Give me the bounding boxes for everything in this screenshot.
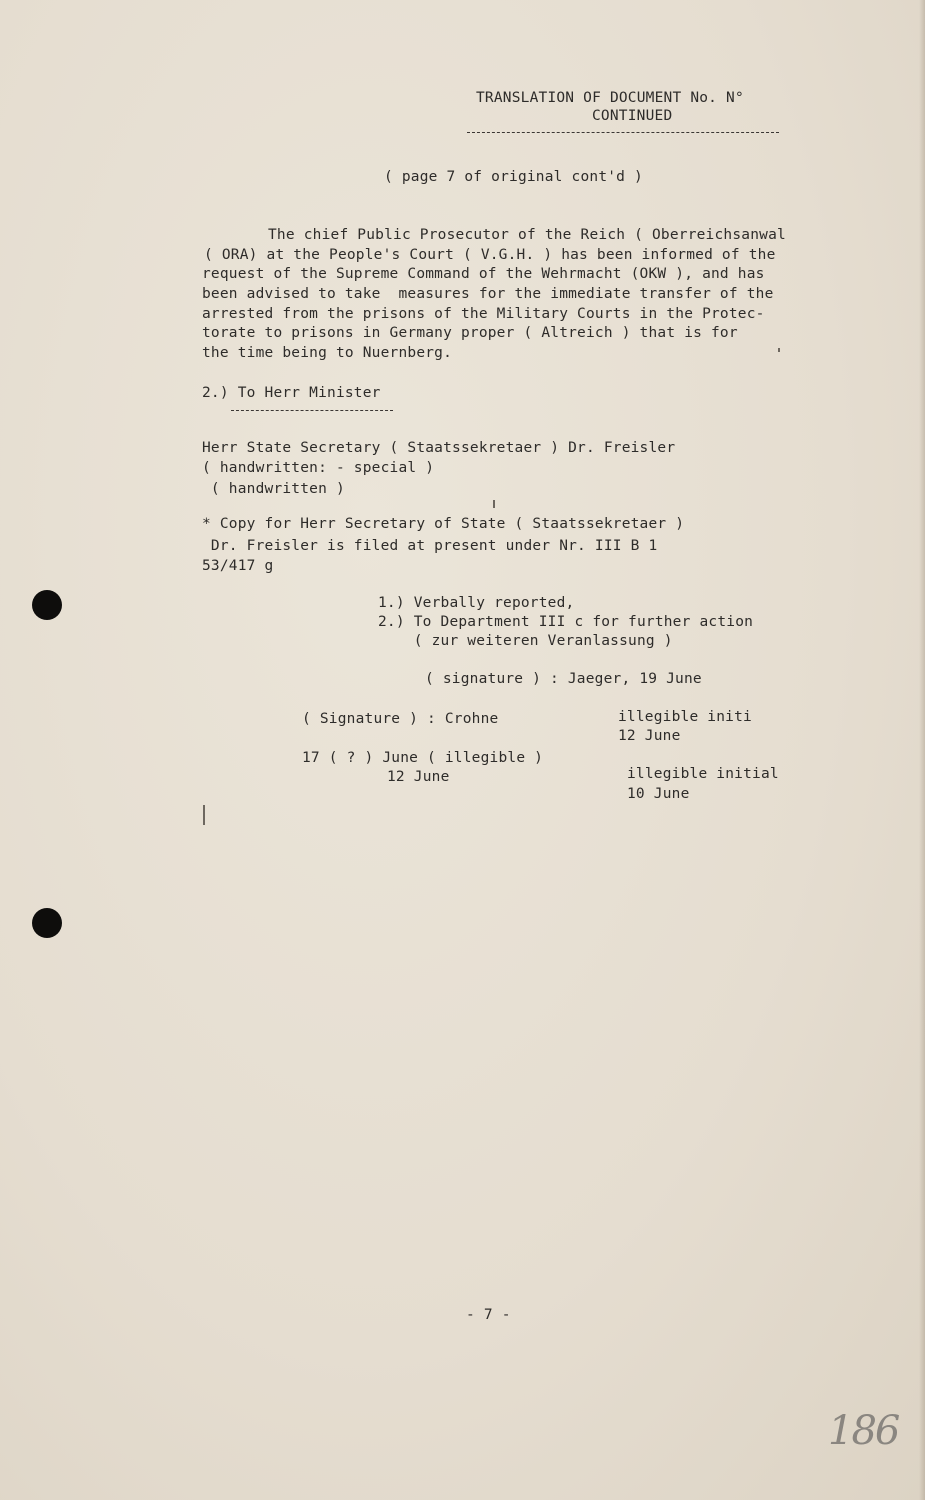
item-2-heading: 2.) To Herr Minister <box>202 385 381 401</box>
copy-note-line-1: * Copy for Herr Secretary of State ( Staatssekretaer ) <box>202 516 685 532</box>
handwritten-number: 186 <box>828 1408 899 1454</box>
signature-jaeger: ( signature ) : Jaeger, 19 June <box>425 671 702 687</box>
copy-note-line-2: Dr. Freisler is filed at present under Nr. III B 1 <box>202 538 658 554</box>
paragraph-line-2: ( ORA) at the People's Court ( V.G.H. ) has been informed of the <box>204 247 776 263</box>
initial-2-line-2: 10 June <box>627 786 690 802</box>
copy-note-line-3: 53/417 g <box>202 558 274 574</box>
paragraph-line-3: request of the Supreme Command of the Wehrmacht (OKW ), and has <box>202 266 765 282</box>
paragraph-line-1: The chief Public Prosecutor of the Reich ( Oberreichsanwal <box>268 227 786 243</box>
initial-1-line-1: illegible initi <box>618 709 752 725</box>
paragraph-line-5: arrested from the prisons of the Military Courts in the Protec- <box>202 306 765 322</box>
secretary-line-2: ( handwritten: - special ) <box>202 460 435 476</box>
action-line-1: 1.) Verbally reported, <box>378 595 575 611</box>
action-line-3: ( zur weiteren Veranlassung ) <box>378 633 673 649</box>
signature-crohne: ( Signature ) : Crohne <box>302 711 499 727</box>
paper-mark <box>778 348 780 352</box>
action-line-2: 2.) To Department III c for further action <box>378 614 754 630</box>
secretary-line-1: Herr State Secretary ( Staatssekretaer ) Dr. Freisler <box>202 440 676 456</box>
date-left-line-2: 12 June <box>387 769 450 785</box>
document-subtitle: CONTINUED <box>592 108 673 124</box>
paper-mark <box>493 500 495 508</box>
paragraph-line-4: been advised to take measures for the immediate transfer of the <box>202 286 774 302</box>
punch-hole-top <box>32 590 62 620</box>
initial-1-line-2: 12 June <box>618 728 681 744</box>
paper-mark <box>203 805 205 825</box>
document-title: TRANSLATION OF DOCUMENT No. N° <box>476 90 744 106</box>
page-note: ( page 7 of original cont'd ) <box>384 169 643 185</box>
page-edge-shadow <box>919 0 925 1500</box>
page-number: - 7 - <box>466 1307 511 1323</box>
paragraph-line-6: torate to prisons in Germany proper ( Altreich ) that is for <box>202 325 738 341</box>
punch-hole-bottom <box>32 908 62 938</box>
item-2-underline <box>231 410 393 411</box>
paragraph-line-7: the time being to Nuernberg. <box>202 345 453 361</box>
secretary-line-3: ( handwritten ) <box>202 481 345 497</box>
header-underline <box>467 132 779 133</box>
initial-2-line-1: illegible initial <box>627 766 779 782</box>
date-left-line-1: 17 ( ? ) June ( illegible ) <box>302 750 544 766</box>
